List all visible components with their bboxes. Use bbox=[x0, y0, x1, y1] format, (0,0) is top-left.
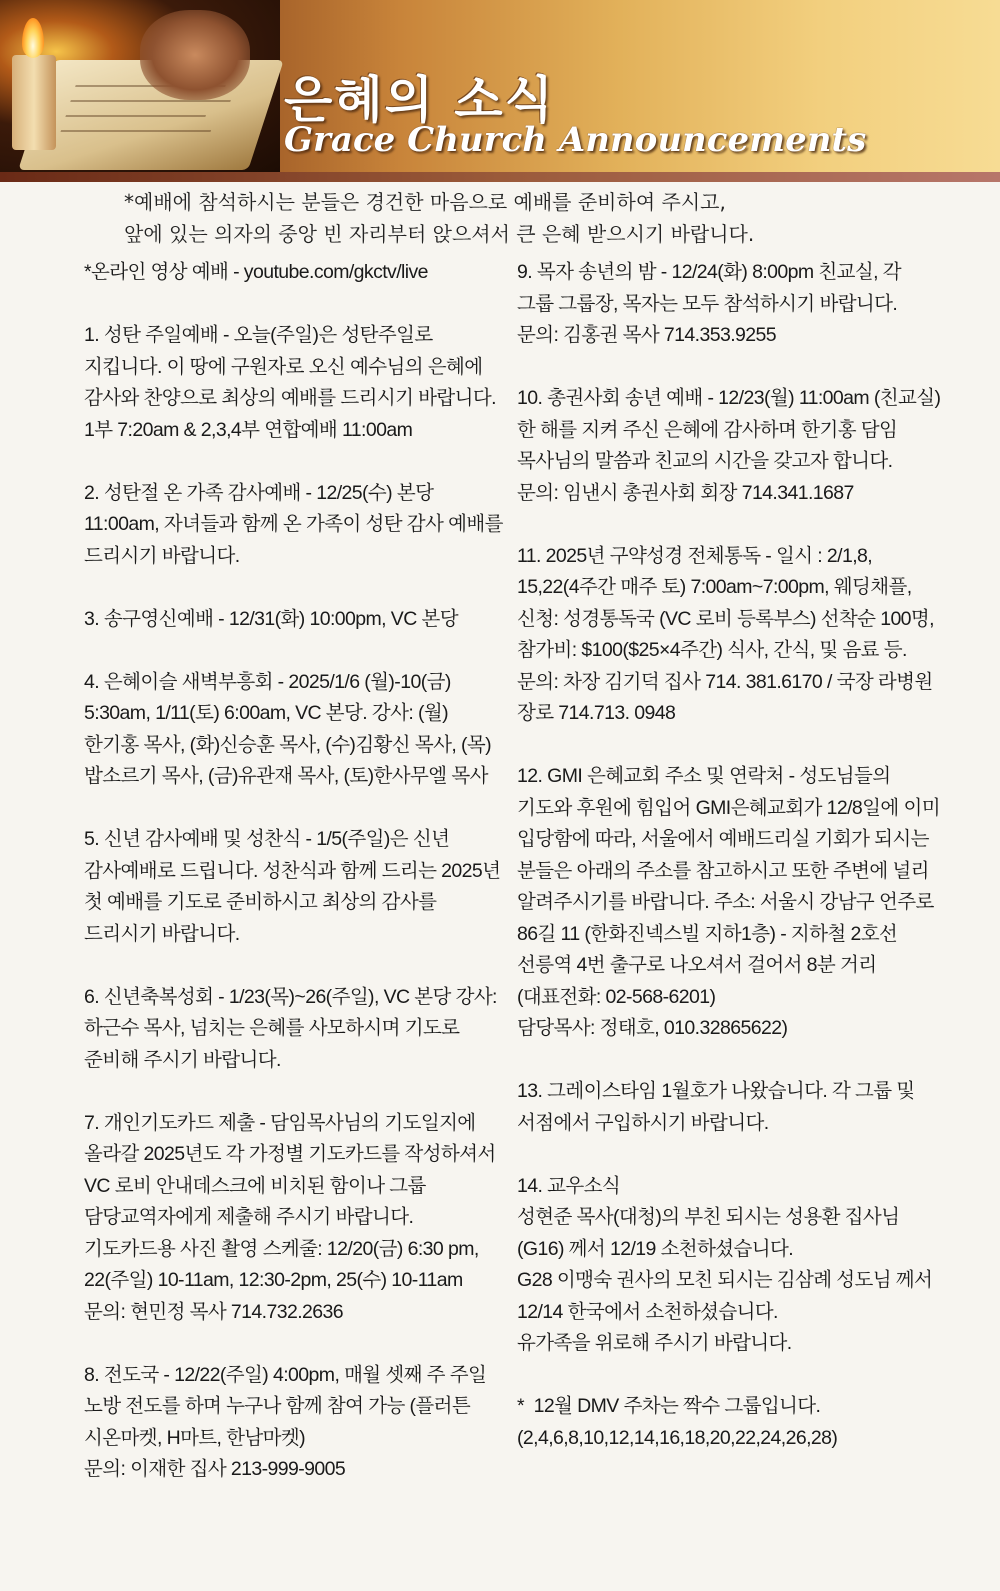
announcement-item: 14. 교우소식 성현준 목사(대청)의 부친 되시는 성용환 집사님(G16) 께서 12/19 소천하셨습니다. G28 이맹숙 권사의 모친 되시는 김삼례 성도님 께서 12/14 한국에서 소천하셨습니다. 유가족을 위로해 주시기 바랍니다. bbox=[517, 1174, 933, 1354]
announcement-item: 13. 그레이스타임 1월호가 나왔습니다. 각 그룹 및 서점에서 구입하시기 바랍니다. bbox=[517, 1080, 920, 1134]
announcement-item: 3. 송구영신예배 - 12/31(화) 10:00pm, VC 본당 bbox=[84, 607, 458, 630]
announcement-item: 1. 성탄 주일예배 - 오늘(주일)은 성탄주일로 지킵니다. 이 땅에 구원자로 오신 예수님의 은혜에 감사와 찬양으로 최상의 예배를 드리시기 바랍니다. 1부 7:20am & 2,3,4부 연합예배 11:00am bbox=[84, 324, 501, 441]
praying-hands-image bbox=[140, 10, 250, 100]
intro-line-2: 앞에 있는 의자의 중앙 빈 자리부터 앉으셔서 큰 은혜 받으시기 바랍니다. bbox=[124, 222, 755, 246]
title-english: Grace Church Announcements bbox=[284, 120, 867, 160]
intro-line-1: *예배에 참석하시는 분들은 경건한 마음으로 예배를 준비하여 주시고, bbox=[124, 190, 726, 214]
announcement-item: 12. GMI 은혜교회 주소 및 연락처 - 성도님들의 기도와 후원에 힘입어 GMI은혜교회가 12/8일에 이미 입당함에 따라, 서울에서 예배드리실 기회가 되시는 분들은 아래의 주소를 참고하시고 또한 주변에 널리 알려주시기를 바랍니다. 주소: 서울시 강남구 언주로 86길 11 (한화진넥스빌 지하1층) - 지하철 2호선 선릉역 4번 출구로 나오셔서 걸어서 8분 거리 (대표전화: 02-568-6201) 담당목사: 정태호, 010.32865622) bbox=[517, 765, 940, 1039]
announcement-item: 4. 은혜이슬 새벽부흥회 - 2025/1/6 (월)-10(금) 5:30am, 1/11(토) 6:00am, VC 본당. 강사: (월) 한기홍 목사, (화)신승훈 목사, (수)김황신 목사, (목)밥소르기 목사, (금)유관재 목사, (토)한사무엘 목사 bbox=[84, 670, 491, 787]
candle-flame-image bbox=[22, 18, 44, 58]
announcement-item: 2. 성탄절 온 가족 감사예배 - 12/25(수) 본당 11:00am, 자녀들과 함께 온 가족이 성탄 감사 예배를 드리시기 바랍니다. bbox=[84, 481, 508, 567]
header-banner bbox=[0, 0, 1000, 182]
announcement-item: 10. 총권사회 송년 예배 - 12/23(월) 11:00am (친교실) 한 해를 지켜 주신 은혜에 감사하며 한기홍 담임 목사님의 말씀과 친교의 시간을 갖고자 합니다. 문의: 임낸시 총권사회 회장 714.341.1687 bbox=[517, 387, 941, 504]
announcement-item: 6. 신년축복성회 - 1/23(목)~26(주일), VC 본당 강사: 하근수 목사, 넘치는 은혜를 사모하시며 기도로 준비해 주시기 바랍니다. bbox=[84, 985, 502, 1071]
announcement-item: 11. 2025년 구약성경 전체통독 - 일시 : 2/1,8, 15,22(4주간 매주 토) 7:00am~7:00pm, 웨딩채플, 신청: 성경통독국 (VC 로비 등록부스) 선착순 100명, 참가비: $100($25×4주간) 식사, 간식, 및 음료 등. 문의: 차장 김기덕 집사 714. 381.6170 / 국장 라병원 장로 714.713. 0948 bbox=[517, 544, 939, 724]
announcements-left-column bbox=[84, 257, 506, 1517]
praying-hands-candle-bible-photo bbox=[0, 0, 280, 172]
header-divider bbox=[0, 172, 1000, 182]
online-worship-link: *온라인 영상 예배 - youtube.com/gkctv/live bbox=[84, 261, 428, 283]
announcement-item: 7. 개인기도카드 제출 - 담임목사님의 기도일지에 올라갈 2025년도 각 가정별 기도카드를 작성하셔서 VC 로비 안내데스크에 비치된 함이나 그룹 담당교역자에게 제출해 주시기 바랍니다. 기도카드용 사진 촬영 스케줄: 12/20(금) 6:30 pm, 22(주일) 10-11am, 12:30-2pm, 25(수) 10-11am 문의: 현민정 목사 714.732.2636 bbox=[84, 1111, 501, 1323]
announcement-item: 5. 신년 감사예배 및 성찬식 - 1/5(주일)은 신년 감사예배로 드립니다. 성찬식과 함께 드리는 2025년 첫 예배를 기도로 준비하시고 최상의 감사를 드리시기 바랍니다. bbox=[84, 828, 506, 945]
announcements-right-column bbox=[517, 257, 942, 1486]
candle-image bbox=[12, 55, 56, 150]
dmv-parking-notice: * 12월 DMV 주차는 짝수 그룹입니다. (2,4,6,8,10,12,14,16,18,20,22,24,26,28) bbox=[517, 1395, 838, 1449]
title-korean: 은혜의 소식 bbox=[284, 71, 555, 129]
intro-notice bbox=[124, 186, 904, 250]
announcement-item: 8. 전도국 - 12/22(주일) 4:00pm, 매월 셋째 주 주일 노방 전도를 하며 누구나 함께 참여 가능 (플러튼 시온마켓, H마트, 한남마켓) 문의: 이재한 집사 213-999-9005 bbox=[84, 1363, 487, 1480]
announcement-item: 9. 목자 송년의 밤 - 12/24(화) 8:00pm 친교실, 각 그룹 그룹장, 목자는 모두 참석하시기 바랍니다. 문의: 김홍권 목사 714.353.9255 bbox=[517, 261, 906, 346]
